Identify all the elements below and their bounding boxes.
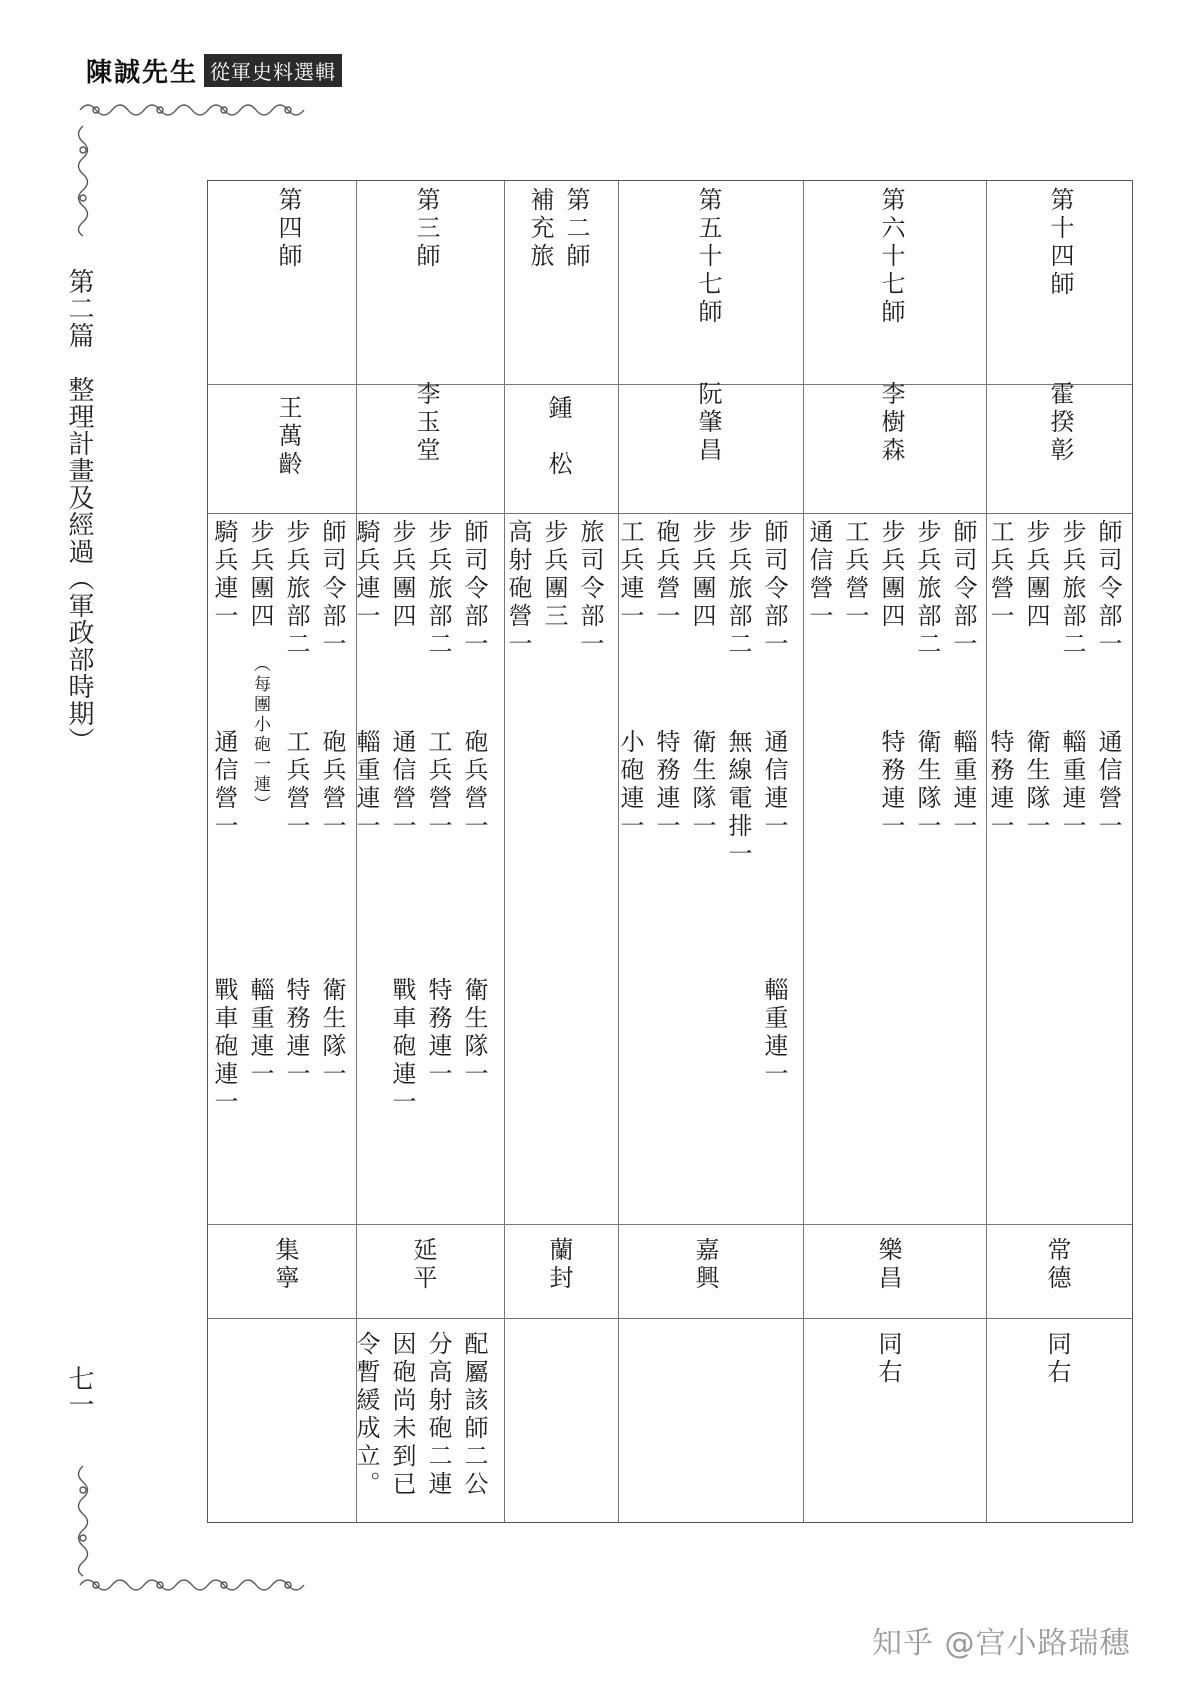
org-item: 高射砲營一	[504, 519, 532, 659]
station-name: 常德	[1043, 1237, 1071, 1293]
unit-name: 第三師	[412, 187, 440, 271]
org-item: 師司令部一	[949, 519, 977, 659]
org-item: 步兵團四	[1022, 519, 1050, 631]
org-item: 通信營一	[388, 729, 416, 841]
org-item: 衛生隊一	[318, 977, 346, 1089]
table-column	[986, 181, 1134, 1522]
book-author: 陳誠先生	[86, 57, 199, 88]
org-item: 特務連一	[986, 729, 1014, 841]
table-column	[352, 181, 504, 1522]
org-item: 步兵團四	[877, 519, 905, 631]
org-item: 工兵營一	[986, 519, 1014, 631]
commander-name: 鍾 松	[544, 395, 572, 479]
org-item: 砲兵營一	[652, 519, 680, 631]
org-item: 砲兵營一	[318, 729, 346, 841]
unit-name: 第十四師	[1046, 187, 1074, 299]
org-item: 特務連一	[424, 977, 452, 1089]
org-item: 戰車砲連一	[388, 977, 416, 1117]
remark-line: 令暫緩成立。	[352, 1331, 380, 1499]
org-item: 師司令部一	[460, 519, 488, 659]
org-item: 工兵營一	[841, 519, 869, 631]
org-item: 特務連一	[877, 729, 905, 841]
table-column	[504, 181, 618, 1522]
org-item: 衛生隊一	[913, 729, 941, 841]
commander-name: 李玉堂	[412, 381, 440, 465]
org-item: 通信營一	[1094, 729, 1122, 841]
org-item: 戰車砲連一	[210, 977, 238, 1117]
org-item: 步兵旅部二	[424, 519, 452, 659]
org-item: 步兵旅部二	[724, 519, 752, 659]
running-header	[86, 52, 342, 88]
remark-line: 同右	[1043, 1331, 1071, 1387]
division-table	[207, 180, 1133, 1523]
org-item: 工兵營一	[282, 729, 310, 841]
org-item: 小砲連一	[616, 729, 644, 841]
org-item: 衛生隊一	[688, 729, 716, 841]
unit-name: 第六十七師	[877, 187, 905, 327]
station-name: 集寧	[271, 1237, 299, 1293]
org-item: 輜重連一	[1058, 729, 1086, 841]
org-item: 師司令部一	[318, 519, 346, 659]
commander-name: 李樹森	[877, 381, 905, 465]
remark-line: 配屬該師二公	[460, 1331, 488, 1499]
side-ornament-bottom	[72, 1462, 94, 1580]
org-item: 步兵旅部二	[913, 519, 941, 659]
remark-line: 因砲尚未到已	[388, 1331, 416, 1499]
unit-name: 補充旅	[526, 187, 554, 271]
book-series: 從軍史料選輯	[204, 54, 342, 87]
org-item: 工兵營一	[424, 729, 452, 841]
org-item: 工兵連一	[616, 519, 644, 631]
remark-line: 同右	[874, 1331, 902, 1387]
commander-name: 阮肇昌	[694, 381, 722, 465]
unit-name: 第二師	[562, 187, 590, 271]
org-item: 輜重連一	[949, 729, 977, 841]
org-item: 輜重連一	[246, 977, 274, 1089]
org-item: 通信連一	[760, 729, 788, 841]
org-item: 特務連一	[282, 977, 310, 1089]
org-item: 輜重連一	[352, 729, 380, 841]
table-column	[618, 181, 803, 1522]
org-item: 騎兵連一	[210, 519, 238, 631]
org-item: 步兵旅部二	[1058, 519, 1086, 659]
org-item: 砲兵營一	[460, 729, 488, 841]
org-item: 旅司令部一	[576, 519, 604, 659]
unit-name: 第五十七師	[694, 187, 722, 327]
org-item: 衛生隊一	[460, 977, 488, 1089]
station-name: 蘭封	[545, 1237, 573, 1293]
station-name: 樂昌	[874, 1237, 902, 1293]
org-item: 師司令部一	[1094, 519, 1122, 659]
org-item: 步兵團三	[540, 519, 568, 631]
unit-name: 第四師	[274, 187, 302, 271]
org-item: 通信營一	[210, 729, 238, 841]
org-item: 特務連一	[652, 729, 680, 841]
table-column	[803, 181, 986, 1522]
remark-line: 分高射砲二連	[424, 1331, 452, 1499]
org-item: 步兵團四	[246, 519, 274, 631]
org-item: 無線電排一	[724, 729, 752, 869]
org-item: 輜重連一	[760, 977, 788, 1089]
chapter-title: 第二篇 整理計畫及經過（軍政部時期）	[64, 268, 94, 754]
org-note: （每團小砲一連）	[250, 655, 270, 815]
station-name: 嘉興	[691, 1237, 719, 1293]
table-column	[208, 181, 356, 1522]
org-item: 步兵旅部二	[282, 519, 310, 659]
page-number: 七一	[64, 1365, 94, 1417]
org-item: 騎兵連一	[352, 519, 380, 631]
commander-name: 王萬齡	[274, 395, 302, 479]
org-item: 步兵團四	[688, 519, 716, 631]
watermark: 知乎 @宫小路瑞穗	[872, 1626, 1131, 1661]
side-ornament-top	[72, 122, 94, 240]
org-item: 步兵團四	[388, 519, 416, 631]
org-item: 衛生隊一	[1022, 729, 1050, 841]
commander-name: 霍揆彰	[1046, 381, 1074, 465]
station-name: 延平	[409, 1237, 437, 1293]
top-ornament	[76, 96, 311, 120]
org-item: 通信營一	[805, 519, 833, 631]
bottom-ornament	[76, 1573, 311, 1597]
org-item: 師司令部一	[760, 519, 788, 659]
